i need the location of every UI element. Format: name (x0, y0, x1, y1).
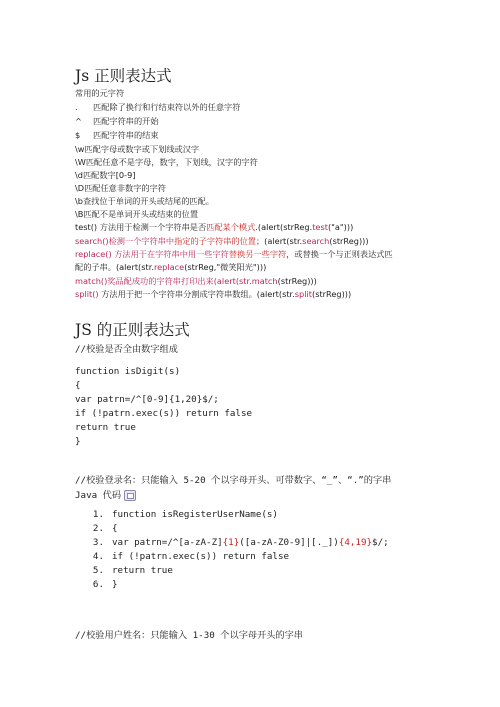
metachar-symbol: $ (75, 130, 81, 140)
escape-line: \D匹配任意非数字的字符 (75, 183, 166, 193)
method-split-line (75, 289, 351, 300)
comment-username-check: //校验用户姓名：只能输入 1-30 个以字母开头的字串 (75, 630, 303, 641)
escape-line: \b查找位于单词的开头或结尾的匹配。 (75, 196, 214, 206)
code-text: $/; (372, 537, 389, 548)
comment-login-check: //校验登录名：只能输入 5-20 个以字母开头、可带数字、“_”、“.”的字串 (75, 475, 392, 486)
line-number: 3. (92, 537, 104, 548)
text: (strReg))) (329, 236, 369, 246)
method-name: test (312, 222, 328, 232)
escape-line: \B匹配不是单词开头或结束的位置 (75, 209, 199, 219)
method-name: split (294, 289, 313, 299)
text: match()奖品配成功的字符串打印出来(alert(str. (75, 276, 252, 286)
line-number: 6. (92, 579, 104, 590)
numbered-code-line (88, 565, 173, 576)
metachar-desc: 匹配除了换行和行结束符以外的任意字符 (93, 102, 241, 112)
code-text: return true (112, 565, 173, 576)
text: (strReg,"微笑阳光"))) (184, 262, 267, 272)
method-replace-line (75, 249, 393, 260)
section-title-js-regex-2: JS 的正则表达式 (75, 321, 190, 339)
code-text: { (112, 523, 118, 534)
java-code-label (75, 487, 136, 501)
method-match-line (75, 276, 317, 287)
escape-line: \W匹配任意不是字母，数字，下划线，汉字的字符 (75, 157, 258, 167)
numbered-code-line (88, 509, 278, 520)
code-quantifier: {1} (222, 537, 240, 548)
text: .(alert(strReg. (255, 222, 313, 232)
metachar-desc: 匹配字符串的结束 (93, 130, 159, 140)
highlight-text: 匹配某个模式 (206, 222, 256, 232)
highlight-text: 指定的子字符串的位置 (174, 236, 256, 246)
numbered-code-line (88, 551, 289, 562)
text: search()检测一个字符串中 (75, 236, 175, 246)
text: 配的子串。(alert(str. (75, 262, 154, 272)
text: (strReg))) (312, 289, 352, 299)
numbered-code-line (88, 579, 118, 590)
escape-line: \w匹配字母或数字或下划线或汉字 (75, 144, 200, 154)
text: replace() 方法用于在字符串中用一些字符 (75, 249, 229, 259)
metachar-row (75, 130, 159, 141)
copy-code-icon[interactable] (124, 490, 136, 501)
section-title-js-regex: Js 正则表达式 (75, 67, 172, 85)
line-number: 4. (92, 551, 104, 562)
text: 方法用于把一个字符串分割成字符串数组。(alert(str. (98, 289, 295, 299)
code-line: if (!patrn.exec(s)) return false (75, 408, 253, 419)
method-replace-line-2 (75, 262, 266, 273)
code-line: var patrn=/^[0-9]{1,20}$/; (75, 394, 219, 405)
text: ，或替换一个与正则表达式匹 (286, 249, 393, 259)
method-search-line (75, 236, 369, 247)
code-text: if (!patrn.exec(s)) return false (112, 551, 290, 562)
code-text: function isRegisterUserName(s) (112, 509, 278, 520)
method-name: replace (153, 262, 185, 272)
text: ；(alert(str. (255, 236, 303, 246)
comment-digit-check: //校验是否全由数字组成 (75, 344, 178, 355)
metachar-symbol: ^ (75, 116, 82, 126)
code-text: ([a-zA-Z0-9]|[._]) (239, 537, 339, 548)
code-line: function isDigit(s) (75, 366, 181, 377)
numbered-code-line (88, 537, 389, 548)
numbered-code-line (88, 523, 118, 534)
java-label-text: Java 代码 (75, 490, 122, 501)
code-line: { (75, 380, 81, 391)
metachar-symbol: ． (75, 102, 84, 112)
code-text: var patrn=/^[a-zA-Z] (112, 537, 223, 548)
code-line: return true (75, 422, 136, 433)
subtitle-metachars: 常用的元字符 (75, 88, 125, 98)
code-quantifier: {4,19} (338, 537, 373, 548)
line-number: 1. (92, 509, 104, 520)
text: ("a"))) (327, 222, 354, 232)
method-name: match (251, 276, 278, 286)
code-line: } (75, 436, 81, 447)
text: (strReg))) (277, 276, 317, 286)
method-test-line (75, 222, 353, 233)
text: split() (75, 289, 99, 299)
method-name: search (302, 236, 330, 246)
text: test() 方法用于检测一个字符串是否 (75, 222, 207, 232)
line-number: 5. (92, 565, 104, 576)
escape-line: \d匹配数字[0-9] (75, 170, 136, 180)
highlight-text: 替换另一些字符 (228, 249, 287, 259)
metachar-desc: 匹配字符串的开始 (93, 116, 159, 126)
code-text: } (112, 579, 118, 590)
line-number: 2. (92, 523, 104, 534)
metachar-row (75, 102, 240, 113)
metachar-row (75, 116, 159, 127)
